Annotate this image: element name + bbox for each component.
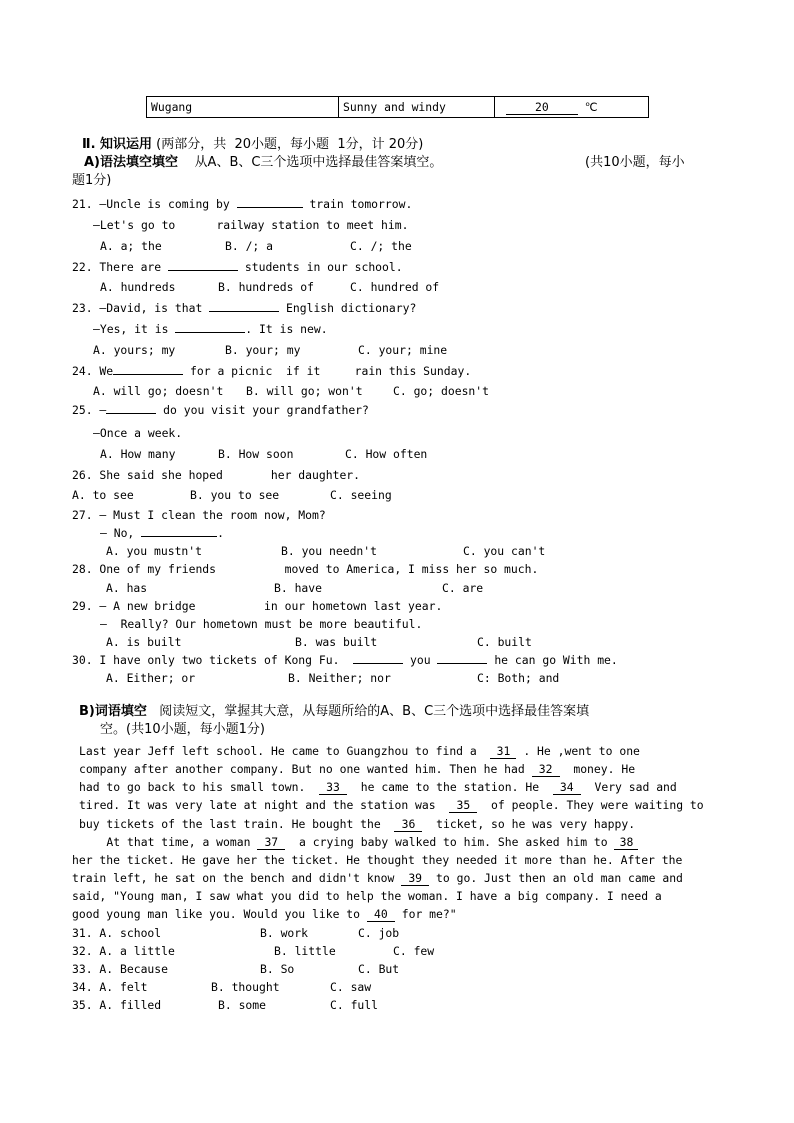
blank-31: 31 <box>490 745 516 759</box>
question-21 <box>72 196 412 212</box>
passage-text: good young man like you. Would you like to <box>72 907 367 921</box>
q24-text: 24. We <box>72 364 114 378</box>
passage-text: company after another company. But no one wanted him. Then he had <box>79 762 532 776</box>
blank-40: 40 <box>367 908 395 922</box>
passage-text: tired. It was very late at night and the station was <box>79 798 450 812</box>
passage-line-1 <box>79 743 640 759</box>
passage-text: of people. They were waiting to <box>477 798 704 812</box>
q21-blank <box>237 207 303 208</box>
q25-blank <box>106 413 156 414</box>
weather-table <box>146 96 649 118</box>
passage-text: Last year Jeff left school. He came to Guangzhou to find a <box>79 744 491 758</box>
q30-text: 30. I have only two tickets of Kong Fu. <box>72 653 354 667</box>
q23-option-c: C. your; mine <box>358 343 448 357</box>
question-29: 29. — A new bridge in our hometown last year. <box>72 599 443 613</box>
blank-34: 34 <box>553 781 581 795</box>
q27-reply-text: — No, <box>100 526 142 540</box>
passage-line-7: her the ticket. He gave her the ticket. He thought they needed it more than he. After the <box>72 853 683 867</box>
q21-option-b: B. /; a <box>225 239 274 253</box>
passage-text: had to go back to his small town. <box>79 780 320 794</box>
passage-text: Very sad and <box>580 780 677 794</box>
passage-text: buy tickets of the last train. He bought the <box>79 817 395 831</box>
question-25 <box>72 402 369 418</box>
q30-blank-1 <box>353 663 403 664</box>
q21-option-a: A. a; the <box>100 239 162 253</box>
q30-option-a: A. Either; or <box>106 671 196 685</box>
temp-value: 20 <box>506 101 578 115</box>
section-title: Ⅱ. 知识运用 <box>82 137 153 152</box>
q22-option-c: C. hundred of <box>350 280 440 294</box>
q35-option-a: 35. A. filled <box>72 998 162 1012</box>
q22-option-a: A. hundreds <box>100 280 176 294</box>
q23-blank <box>209 311 279 312</box>
q33-option-a: 33. A. Because <box>72 962 169 976</box>
q25-reply: —Once a week. <box>93 426 183 440</box>
q30-blank-2 <box>437 663 487 664</box>
blank-33: 33 <box>319 781 347 795</box>
passage-line-4 <box>79 797 704 813</box>
q32-option-a: 32. A. a little <box>72 944 175 958</box>
passage-line-10 <box>72 906 457 922</box>
q30-option-b: B. Neither; nor <box>288 671 391 685</box>
q27-option-b: B. you needn't <box>281 544 378 558</box>
q25-text: 25. — <box>72 403 107 417</box>
part-a-heading <box>84 155 442 171</box>
part-b-instructions-cont: 空。(共10小题，每小题1分) <box>100 722 265 737</box>
part-a-count: (共10小题，每小 <box>585 155 685 170</box>
blank-37: 37 <box>257 836 285 850</box>
passage-text: money. He <box>559 762 636 776</box>
q27-option-c: C. you can't <box>463 544 546 558</box>
passage-line-5 <box>79 816 635 832</box>
q24-text-end: for a picnic if it rain this Sunday. <box>183 364 472 378</box>
city-cell: Wugang <box>147 97 339 118</box>
q24-option-a: A. will go; doesn't <box>93 384 224 398</box>
q25-option-c: C. How often <box>345 447 428 461</box>
passage-text: train left, he sat on the bench and didn't know <box>72 871 402 885</box>
part-a-count-cont: 题1分) <box>72 173 112 188</box>
q34-option-c: C. saw <box>330 980 372 994</box>
q34-option-b: B. thought <box>211 980 280 994</box>
passage-line-8 <box>72 870 683 886</box>
question-23 <box>72 300 416 316</box>
q21-reply: —Let's go to railway station to meet him. <box>93 218 409 232</box>
question-28: 28. One of my friends moved to America, I miss her so much. <box>72 562 539 576</box>
q33-option-b: B. So <box>260 962 295 976</box>
part-b-title: B)词语填空 <box>79 704 147 719</box>
section-heading <box>82 137 423 153</box>
q29-reply: — Really? Our hometown must be more beautiful. <box>100 617 423 631</box>
question-26: 26. She said she hoped her daughter. <box>72 468 361 482</box>
q22-text: 22. There are <box>72 260 169 274</box>
q25-text-end: do you visit your grandfather? <box>156 403 369 417</box>
question-30 <box>72 652 618 668</box>
q30-text-mid: you <box>403 653 438 667</box>
q30-option-c: C: Both; and <box>477 671 560 685</box>
q26-option-a: A. to see <box>72 488 134 502</box>
blank-32: 32 <box>532 763 560 777</box>
blank-39: 39 <box>401 872 429 886</box>
passage-line-3 <box>79 779 677 795</box>
question-24 <box>72 363 471 379</box>
question-27: 27. — Must I clean the room now, Mom? <box>72 508 326 522</box>
q27-blank <box>141 536 217 537</box>
passage-text: for me?" <box>394 907 457 921</box>
q23-reply-text: —Yes, it is <box>93 322 176 336</box>
q31-option-a: 31. A. school <box>72 926 162 940</box>
question-22 <box>72 259 403 275</box>
q23-reply-end: . It is new. <box>245 322 328 336</box>
q29-option-a: A. is built <box>106 635 182 649</box>
q33-option-c: C. But <box>358 962 400 976</box>
q28-option-c: C. are <box>442 581 484 595</box>
q23-option-b: B. your; my <box>225 343 301 357</box>
q31-option-c: C. job <box>358 926 400 940</box>
temp-cell <box>495 97 649 118</box>
q22-text-end: students in our school. <box>238 260 403 274</box>
q34-option-a: 34. A. felt <box>72 980 148 994</box>
passage-text: to go. Just then an old man came and <box>429 871 683 885</box>
q23-text: 23. —David, is that <box>72 301 210 315</box>
q21-text-end: train tomorrow. <box>302 197 413 211</box>
blank-38: 38 <box>614 836 638 850</box>
q24-option-c: C. go; doesn't <box>393 384 490 398</box>
q23-reply-blank <box>175 332 245 333</box>
section-note: (两部分，共 20小题，每小题 1分，计 20分) <box>156 137 424 152</box>
weather-cell: Sunny and windy <box>339 97 495 118</box>
part-b-instructions: 阅读短文，掌握其大意，从每题所给的A、B、C三个选项中选择最佳答案填 <box>159 704 590 719</box>
q22-blank <box>168 270 238 271</box>
q24-option-b: B. will go; won't <box>246 384 363 398</box>
q31-option-b: B. work <box>260 926 309 940</box>
temp-unit: ℃ <box>584 99 598 114</box>
passage-line-6 <box>79 834 638 850</box>
passage-line-2 <box>79 761 635 777</box>
q32-option-b: B. little <box>274 944 336 958</box>
table-row <box>147 97 649 118</box>
q27-option-a: A. you mustn't <box>106 544 203 558</box>
passage-text: a crying baby walked to him. She asked him to <box>285 835 615 849</box>
q23-option-a: A. yours; my <box>93 343 176 357</box>
q29-option-b: B. was built <box>295 635 378 649</box>
part-a-instructions: 从A、B、C三个选项中选择最佳答案填空。 <box>194 155 443 170</box>
passage-line-9: said, "Young man, I saw what you did to help the woman. I have a big company. I need a <box>72 889 662 903</box>
q30-text-end: he can go With me. <box>487 653 618 667</box>
q28-option-b: B. have <box>274 581 323 595</box>
passage-text: he came to the station. He <box>347 780 553 794</box>
q27-reply: — No, . <box>100 526 225 540</box>
passage-text: . He ,went to one <box>516 744 640 758</box>
q26-option-c: C. seeing <box>330 488 392 502</box>
q35-option-b: B. some <box>218 998 267 1012</box>
part-a-title: A)语法填空填空 <box>84 155 179 170</box>
passage-text: ticket, so he was very happy. <box>422 817 636 831</box>
part-b-heading <box>79 704 589 720</box>
q35-option-c: C. full <box>330 998 379 1012</box>
q26-option-b: B. you to see <box>190 488 280 502</box>
passage-text: At that time, a woman <box>79 835 258 849</box>
blank-36: 36 <box>394 818 422 832</box>
q24-blank <box>113 374 183 375</box>
q21-option-c: C. /; the <box>350 239 412 253</box>
q21-text: 21. —Uncle is coming by <box>72 197 237 211</box>
q25-option-b: B. How soon <box>218 447 294 461</box>
q25-option-a: A. How many <box>100 447 176 461</box>
q22-option-b: B. hundreds of <box>218 280 315 294</box>
blank-35: 35 <box>449 799 477 813</box>
q23-reply <box>93 321 328 337</box>
q32-option-c: C. few <box>393 944 435 958</box>
q28-option-a: A. has <box>106 581 148 595</box>
q29-option-c: C. built <box>477 635 532 649</box>
q23-text-end: English dictionary? <box>279 301 417 315</box>
